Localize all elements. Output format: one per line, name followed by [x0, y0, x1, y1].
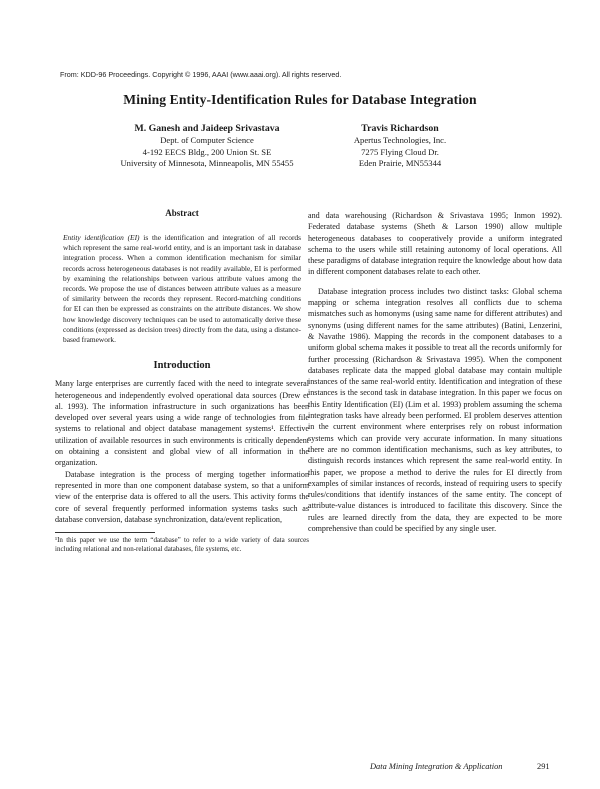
affiliation-company: Apertus Technologies, Inc. — [353, 135, 447, 145]
footnote: ¹In this paper we use the term “database” to refer to a wide variety of data sources including relational and non-relational databases, file systems, etc. — [55, 536, 309, 554]
page-number: 291 — [537, 762, 550, 771]
right-paragraph-2: Database integration process includes two distinct tasks: Global schema mapping or schema integration resolves all conflicts due to schema mismatches such as homonyms (using same name for different attributes) and synonyms (using different names for the same attributes) (Batini, Lenzerini, & Navathe 1986). Mapping the records in the component databases to a uniform global schema makes it possible to treat all the records uniformly for further processing (Richardson & Srivastava 1995). When the component databases replicate data the mapped global database may contain multiple instances of the same real-world entity. Identification and integration of these instances is the second task in database integration. In this paper we focus on this Entity Identification (EI) (Lim et al. 1993) problem assuming the schema integration tasks have already been performed. EI problem deserves attention in the current environment where enterprises rely on robust information systems which can provide very accurate information. In many situations there are no common identification mechanisms, such as key attributes, to distinguish records instances which represent the same real-world entity. In this paper, we propose a method to derive the rules for EI directly from examples of similar instances of records, instead of requiring users to specify rules/conditions that identify instances of the same entity. The concept of attribute-value distances is introduced to facilitate this discovery. Since the rules are learned directly from the data, they are expected to be more comprehensive than could be specified by any single user. — [308, 286, 562, 534]
affiliation-street: 7275 Flying Cloud Dr. — [361, 146, 439, 157]
author-names-left: M. Ganesh and Jaideep Srivastava — [134, 123, 280, 134]
copyright-line: From: KDD-96 Proceedings. Copyright © 1996, AAAI (www.aaai.org). All rights reserved. — [60, 70, 342, 79]
right-paragraph-1: and data warehousing (Richardson & Srivastava 1995; Inmon 1992). Federated database systems (Sheth & Larson 1990) allow multiple heterogeneous databases to cooperatively provide a uniform integrated schema to the users while still retaining autonomy of local operations. All these paradigms of database integration require the knowledge about how data in different component databases relate to each other. — [308, 211, 562, 277]
right-column — [308, 210, 562, 534]
running-footer: Data Mining Integration & Application — [370, 762, 503, 771]
paper-title: Mining Entity-Identification Rules for Database Integration — [123, 92, 477, 107]
abstract-heading: Abstract — [165, 208, 199, 218]
left-column — [55, 207, 309, 555]
author-name-right: Travis Richardson — [361, 123, 439, 134]
author-block-right — [300, 122, 500, 170]
affiliation-dept: Dept. of Computer Science — [160, 135, 254, 145]
intro-paragraph-1: Many large enterprises are currently faced with the need to integrate several heterogeneous and independently evolved operational data sources (Drew et al. 1993). The information infrastructure in such organizations has been developed over several years using a wide range of technologies from file systems to relational and object database management systems¹. Effective utilization of available resources in such environments is critically dependent on obtaining a consistent and global view of all information in the organization. — [55, 379, 309, 468]
abstract-term: Entity identification (EI) — [63, 233, 140, 242]
intro-paragraph-2: Database integration is the process of merging together information represented in more than one component database system, so that a uniform view of the enterprise data is offered to all the users. This activity forms the core of several frequently performed information systems tasks such as database conversion, database synchronization, data/event replication, — [55, 469, 309, 524]
footnote-divider — [55, 532, 155, 533]
introduction-heading: Introduction — [153, 360, 211, 372]
affiliation-city: Eden Prairie, MN55344 — [358, 158, 442, 168]
affiliation-university: University of Minnesota, Minneapolis, MN 55455 — [120, 158, 294, 168]
abstract-body: is the identification and integration of all records which represent the same real-world entity, and is an important task in database integration process. When a common identification mechanism for similar records across heterogeneous databases is not readily available, EI is performed by examining the relationships between various attribute values among the records. We propose the use of distances between attribute values as a measure of similarity between the records they represent. Record-matching conditions for EI can then be expressed as constraints on the attribute distances. We show how knowledge discovery techniques can be used to automatically derive these conditions (expressed as decision trees) directly from the data, using a distance-based framework. — [63, 233, 301, 345]
abstract-text — [55, 233, 309, 345]
affiliation-address: 4-192 EECS Bldg., 200 Union St. SE — [142, 146, 272, 157]
